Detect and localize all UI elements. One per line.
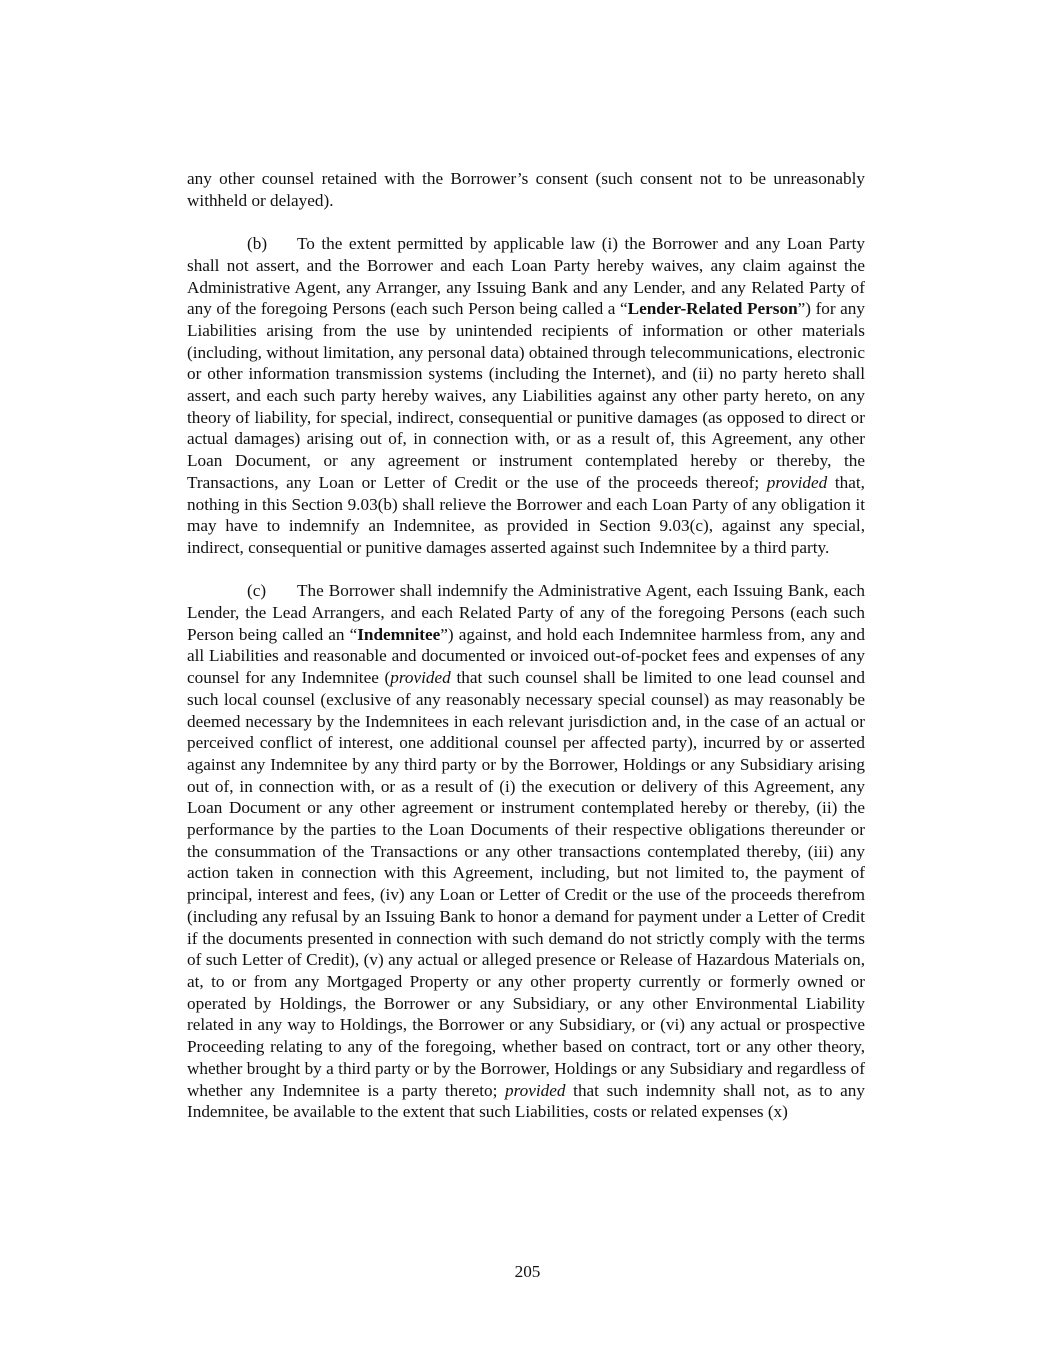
defined-term-lender-related-person: Lender-Related Person <box>627 299 798 319</box>
paragraph-b <box>187 233 865 559</box>
proviso-italic: provided <box>390 668 451 688</box>
paragraph-c-text-4: that such indemnity shall not, as to any Indemnitee, be available to the extent that such Liabilities, costs or related expenses (x) <box>187 1080 865 1122</box>
paragraph-b-text-2: ”) for any Liabilities arising from the use by unintended recipients of information or other materials (including, without limitation, any personal data) obtained through telecommunications, electronic or other information transmission systems (including the Internet), and (ii) no party hereto shall assert, and each such party hereby waives, any Liabilities against any other party hereto, on any theory of liability, for special, indirect, consequential or punitive damages (as opposed to direct or actual damages) arising out of, in connection with, or as a result of, this Agreement, any other Loan Document, or any agreement or instrument contemplated hereby or thereby, the Transactions, any Loan or Letter of Credit or the use of the proceeds thereof; <box>187 299 865 492</box>
defined-term-indemnitee: Indemnitee <box>357 624 441 644</box>
paragraph-c <box>187 580 865 1123</box>
paragraph-c-text-3: that such counsel shall be limited to one lead counsel and such local counsel (exclusive of any reasonably necessary special counsel) as may reasonably be deemed necessary by the Indemnitees in each relevant jurisdiction and, in the case of an actual or perceived conflict of interest, one additional counsel per affected party), incurred by or asserted against any Indemnitee by any third party or by the Borrower, Holdings or any Subsidiary arising out of, in connection with, or as a result of (i) the execution or delivery of this Agreement, any Loan Document or any other agreement or instrument contemplated hereby or thereby, (ii) the performance by the parties to the Loan Documents of their respective obligations thereunder or the consummation of the Transactions or any other transactions contemplated thereby, (iii) any action taken in connection with this Agreement, including, but not limited to, the payment of principal, interest and fees, (iv) any Loan or Letter of Credit or the use of the proceeds therefrom (including any refusal by an Issuing Bank to honor a demand for payment under a Letter of Credit if the documents presented in connection with such demand do not strictly comply with the terms of such Letter of Credit), (v) any actual or alleged presence or Release of Hazardous Materials on, at, to or from any Mortgaged Property or any other property currently or formerly owned or operated by Holdings, the Borrower or any Subsidiary, or any other Environmental Liability related in any way to Holdings, the Borrower or any Subsidiary, or (vi) any actual or prospective Proceeding relating to any of the foregoing, whether based on contract, tort or any other theory, whether brought by a third party or by the Borrower, Holdings or any Subsidiary and regardless of whether any Indemnitee is a party thereto; <box>187 668 865 1100</box>
paragraph-a-text: any other counsel retained with the Borrower’s consent (such consent not to be unreasonably withheld or delayed). <box>187 169 865 210</box>
paragraph-b-label: (b) <box>247 234 268 254</box>
paragraph-b-text-1: To the extent permitted by applicable law (i) the Borrower and any Loan Party shall not assert, and the Borrower and each Loan Party hereby waives, any claim against the Administrative Agent, any Arranger, any Issuing Bank and any Lender, and any Related Party of any of the foregoing Persons (each such Person being called a “ <box>187 234 865 319</box>
document-body <box>187 168 865 1123</box>
paragraph-c-text-1: The Borrower shall indemnify the Administrative Agent, each Issuing Bank, each Lender, the Lead Arrangers, and each Related Party of any of the foregoing Persons (each such Person being called an “ <box>187 581 865 644</box>
proviso-italic: provided <box>505 1080 566 1100</box>
paragraph-a-continuation <box>187 168 865 211</box>
paragraph-b-text-3: that, nothing in this Section 9.03(b) shall relieve the Borrower and each Loan Party of any obligation it may have to indemnify an Indemnitee, as provided in Section 9.03(c), against any special, indirect, consequential or punitive damages asserted against such Indemnitee by a third party. <box>187 472 865 557</box>
proviso-italic: provided <box>766 472 828 492</box>
page-number: 205 <box>514 1262 541 1281</box>
paragraph-c-label: (c) <box>247 581 267 601</box>
paragraph-c-text-2: ”) against, and hold each Indemnitee harmless from, any and all Liabilities and reasonable and documented or invoiced out-of-pocket fees and expenses of any counsel for any Indemnitee ( <box>187 624 865 688</box>
